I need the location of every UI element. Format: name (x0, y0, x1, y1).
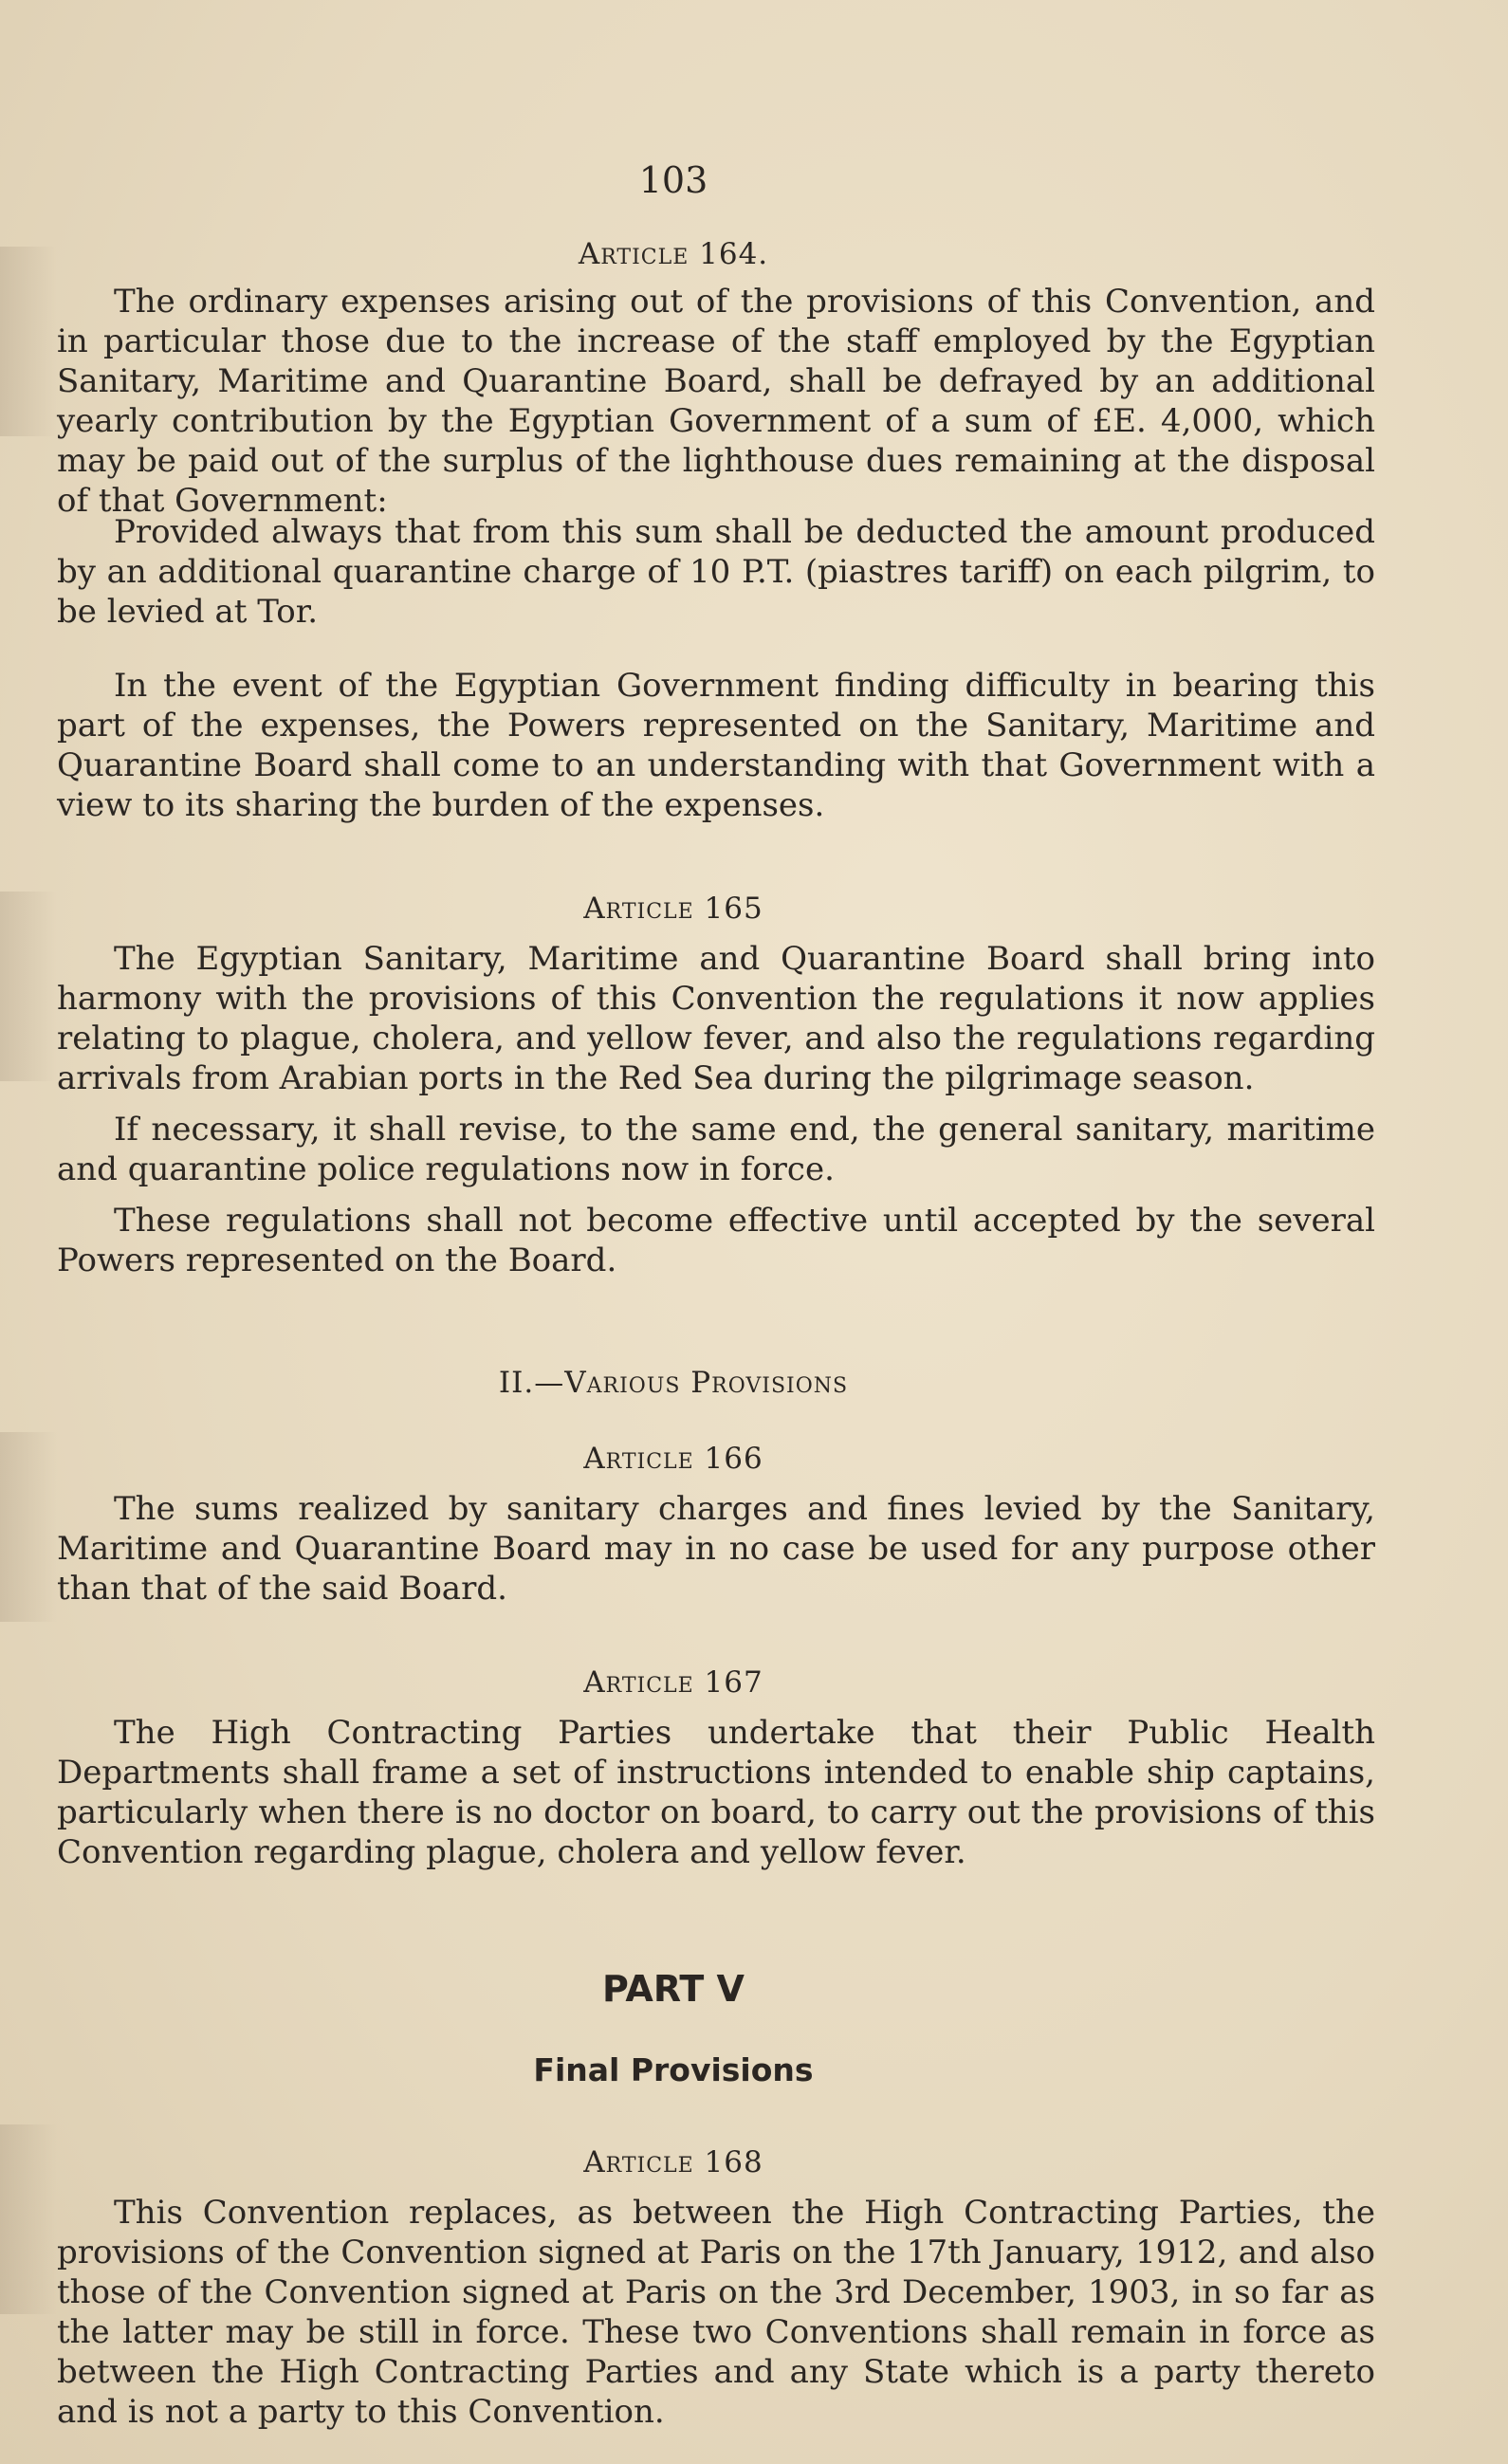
article-168-paragraph-1: This Convention replaces, as between the High Contracting Parties, the provisions of the Convention signed at Paris on the 17th January, 1912, and also those of the Convention signed at Paris on the 3rd December, 1903, in so far as the latter may be still in force. These two Conventions shall remain in force as between the High Contracting Parties and any State which is a party thereto and is not a party to this Convention. (57, 2194, 1375, 2431)
article-164-paragraph-1: The ordinary expenses arising out of the provisions of this Convention, and in particular those due to the increase of the staff employed by the Egyptian Sanitary, Maritime and Quarantine Board, shall be defrayed by an additional yearly contribution by the Egyptian Government of a sum of £E. 4,000, which may be paid out of the surplus of the lighthouse dues remaining at the disposal of that Government: (57, 283, 1375, 520)
article-166-heading: Article 166 (583, 1442, 763, 1476)
article-164-paragraph-3: In the event of the Egyptian Government finding difficulty in bearing this part of the expenses, the Powers represented on the Sanitary, Maritime and Quarantine Board shall come to an understanding with that Government with a view to its sharing the burden of the expenses. (57, 667, 1375, 824)
article-164-heading: Article 164. (578, 237, 769, 271)
part-title: PART V (602, 1968, 745, 2010)
article-165-paragraph-1: The Egyptian Sanitary, Maritime and Quarantine Board shall bring into harmony with the provisions of this Convention the regulations it now applies relating to plague, cholera, and yellow fever, and also the regulations regarding arrivals from Arabian ports in the Red Sea during the pilgrimage season. (57, 940, 1375, 1097)
article-167-heading: Article 167 (583, 1665, 763, 1700)
article-164-paragraph-2: Provided always that from this sum shall be deducted the amount produced by an additional quarantine charge of 10 P.T. (piastres tariff) on each pilgrim, to be levied at Tor. (57, 513, 1375, 631)
page-number: 103 (638, 159, 708, 201)
part-subtitle: Final Provisions (533, 2051, 814, 2088)
article-166-paragraph-1: The sums realized by sanitary charges and fines levied by the Sanitary, Maritime and Quarantine Board may in no case be used for any purpose other than that of the said Board. (57, 1490, 1375, 1608)
article-168-heading: Article 168 (583, 2145, 763, 2179)
article-165-paragraph-3: These regulations shall not become effective until accepted by the several Powers represented on the Board. (57, 1202, 1375, 1279)
article-165-paragraph-2: If necessary, it shall revise, to the same end, the general sanitary, maritime and quarantine police regulations now in force. (57, 1111, 1375, 1188)
section-heading: II.—Various Provisions (498, 1366, 849, 1400)
article-167-paragraph-1: The High Contracting Parties undertake that their Public Health Departments shall frame a set of instructions intended to enable ship captains, particularly when there is no doctor on board, to carry out the provisions of this Convention regarding plague, cholera and yellow fever. (57, 1714, 1375, 1871)
article-165-heading: Article 165 (583, 892, 763, 926)
binding-shadow (0, 247, 57, 436)
